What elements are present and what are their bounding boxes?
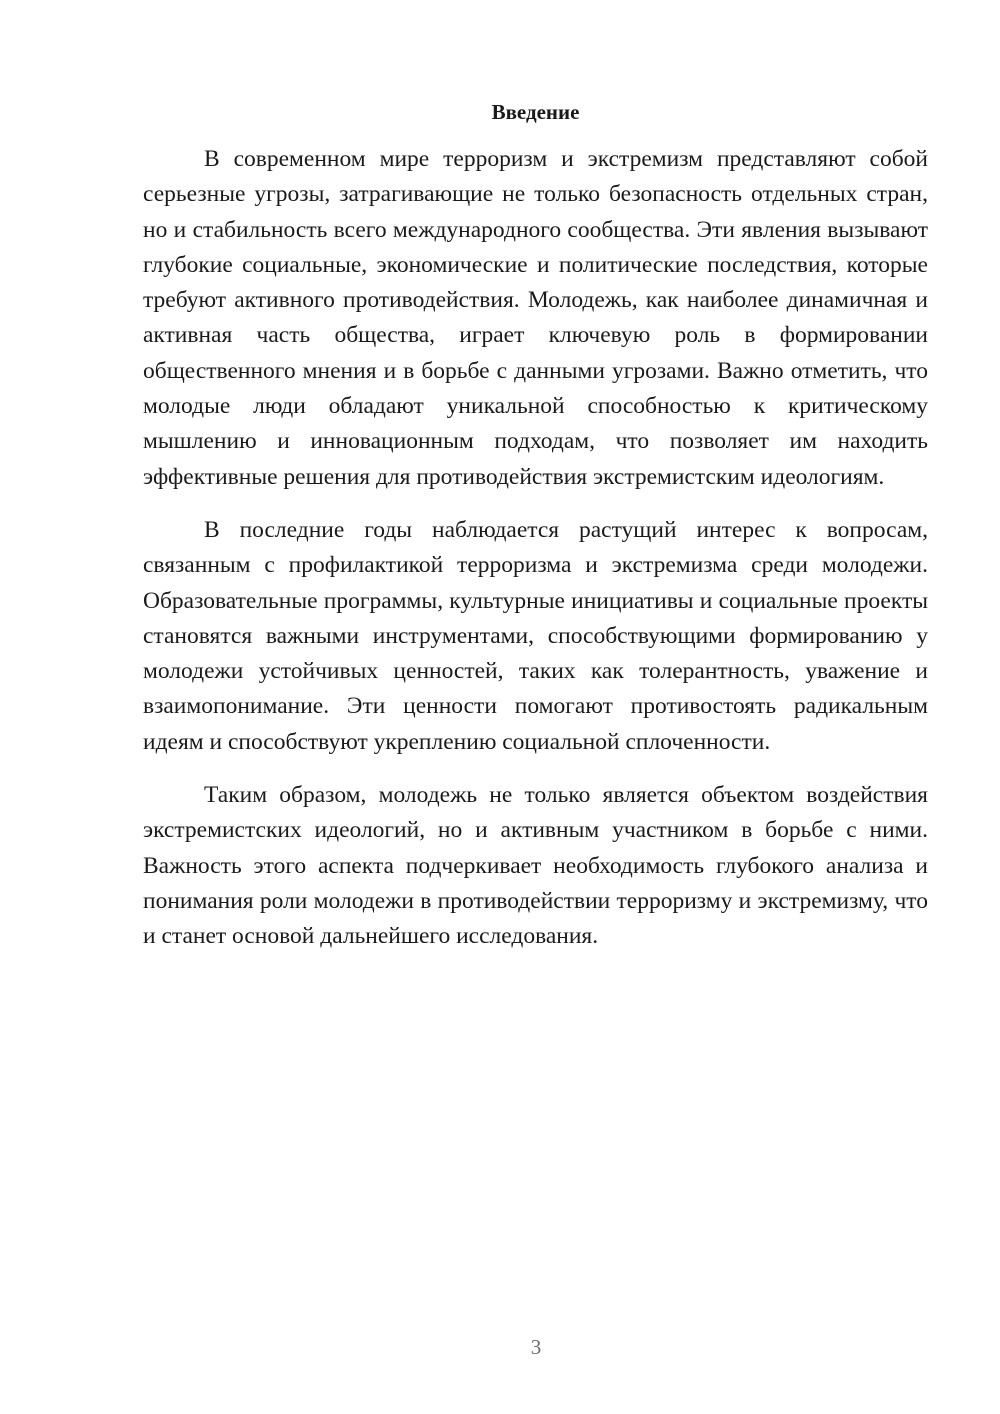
body-text [143,142,928,973]
paragraph-1: В современном мире терроризм и экстремизм представляют собой серьезные угрозы, затрагивающие не только безопасность отдельных стран, но и стабильность всего международного сообщества. Эти явления вызывают глубокие социальные, экономические и политические последствия, которые требуют активного противодействия. Молодежь, как наиболее динамичная и активная часть общества, играет ключевую роль в формировании общественного мнения и в борьбе с данными угрозами. Важно отметить, что молодые люди обладают уникальной способностью к критическому мышлению и инновационным подходам, что позволяет им находить эффективные решения для противодействия экстремистским идеологиям. [143,146,928,490]
page-number: 3 [530,1335,542,1359]
paragraph-3: Таким образом, молодежь не только является объектом воздействия экстремистских идеологий, но и активным участником в борьбе с ними. Важность этого аспекта подчеркивает необходимость глубокого анализа и понимания роли молодежи в противодействии терроризму и экстремизму, что и станет основой дальнейшего исследования. [143,782,928,950]
section-title: Введение [491,100,580,124]
paragraph-2: В последние годы наблюдается растущий интерес к вопросам, связанным с профилактикой терроризма и экстремизма среди молодежи. Образовательные программы, культурные инициативы и социальные проекты становятся важными инструментами, способствующими формированию у молодежи устойчивых ценностей, таких как толерантность, уважение и взаимопонимание. Эти ценности помогают противостоять радикальным идеям и способствуют укреплению социальной сплоченности. [143,516,928,755]
